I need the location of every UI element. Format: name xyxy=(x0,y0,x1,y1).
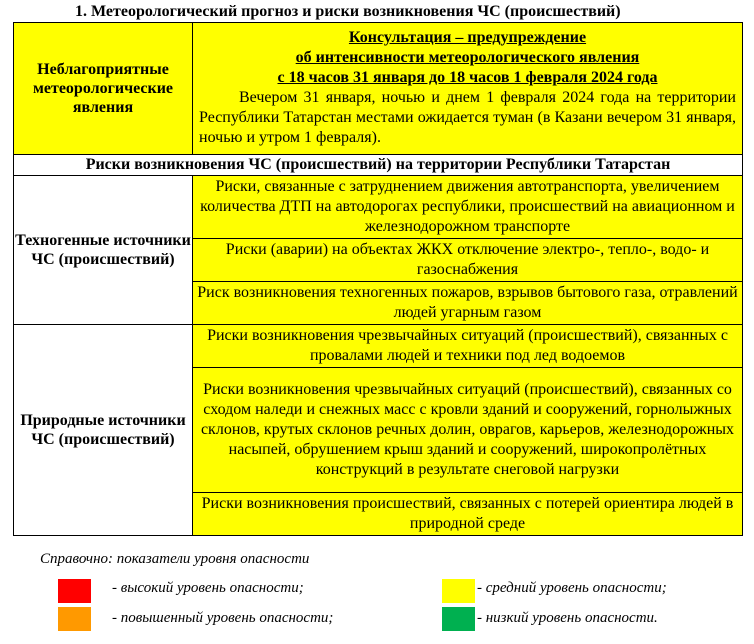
weather-label: Неблагоприятные метеорологические явления xyxy=(14,23,193,155)
natural-label: Природные источники ЧС (происшествий) xyxy=(14,325,193,536)
techno-risk-1: Риски, связанные с затруднением движения автотранспорта, увеличением количества ДТП на автодорогах республики, происшествий на авиационном и железнодорожном транспорте xyxy=(193,176,743,239)
natural-risk-1: Риски возникновения чрезвычайных ситуаций (происшествий), связанных с провалами людей и техники под лед водоемов xyxy=(193,325,743,368)
legend-swatch-high xyxy=(58,579,91,603)
legend-swatch-medium xyxy=(442,579,475,603)
risks-header: Риски возникновения ЧС (происшествий) на территории Республики Татарстан xyxy=(14,155,743,176)
weather-row xyxy=(14,23,743,155)
forecast-table xyxy=(13,22,743,536)
techno-risk-2: Риски (аварии) на объектах ЖКХ отключение электро-, тепло-, водо- и газоснабжения xyxy=(193,239,743,282)
legend-text-elevated: - повышенный уровень опасности; xyxy=(112,610,334,626)
weather-heading xyxy=(193,28,742,88)
natural-risk-3: Риски возникновения происшествий, связанных с потерей ориентира людей в природной среде xyxy=(193,493,743,536)
weather-heading-line: об интенсивности метеорологического явления xyxy=(295,48,640,66)
legend-title: Справочно: показатели уровня опасности xyxy=(40,551,310,567)
weather-heading-line: Консультация – предупреждение xyxy=(348,28,587,46)
techno-risk-3: Риск возникновения техногенных пожаров, взрывов бытового газа, отравлений людей угарным газом xyxy=(193,282,743,325)
legend-text-medium: - средний уровень опасности; xyxy=(477,580,667,596)
risks-header-row xyxy=(14,155,743,176)
weather-content xyxy=(193,23,743,155)
legend-swatch-low xyxy=(442,607,475,631)
weather-text: Вечером 31 января, ночью и днем 1 февраля 2024 года на территории Республики Татарстан местами ожидается туман (в Казани вечером 31 января, ночью и утром 1 февраля). xyxy=(199,88,736,146)
section-title: 1. Метеорологический прогноз и риски возникновения ЧС (происшествий) xyxy=(75,3,621,20)
techno-label: Техногенные источники ЧС (происшествий) xyxy=(14,176,193,325)
legend-text-high: - высокий уровень опасности; xyxy=(112,580,304,596)
legend-text-low: - низкий уровень опасности. xyxy=(477,610,658,626)
natural-row-1 xyxy=(14,325,743,368)
techno-row-1 xyxy=(14,176,743,239)
weather-heading-line: с 18 часов 31 января до 18 часов 1 февраля 2024 года xyxy=(277,68,658,86)
legend-swatch-elevated xyxy=(58,607,91,631)
natural-risk-2: Риски возникновения чрезвычайных ситуаций (происшествий), связанных со сходом наледи и снежных масс с кровли зданий и сооружений, горнолыжных склонов, крутых склонов речных долин, оврагов, карьеров, железнодорожных насыпей, обрушением крыш зданий и сооружений, широкопролётных конструкций в результате снеговой нагрузки xyxy=(193,368,743,493)
